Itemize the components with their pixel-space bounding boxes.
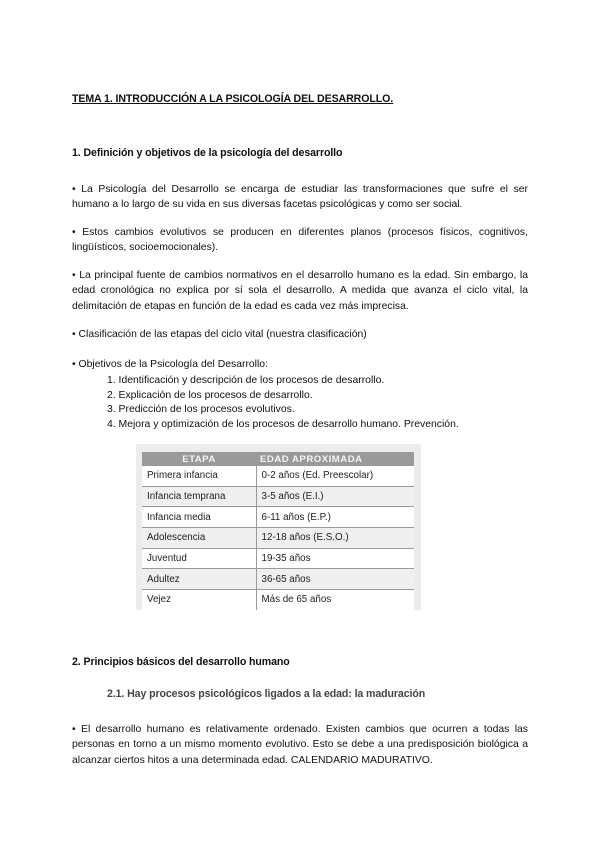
section-1-heading: 1. Definición y objetivos de la psicología del desarrollo xyxy=(72,147,343,159)
paragraph-classification: • Clasificación de las etapas del ciclo vital (nuestra clasificación) xyxy=(72,329,367,340)
table-row xyxy=(142,569,414,590)
table-row xyxy=(142,486,414,507)
table-header-age: EDAD APROXIMADA xyxy=(256,452,414,466)
table-cell-stage: Adolescencia xyxy=(142,528,256,549)
page-title: TEMA 1. INTRODUCCIÓN A LA PSICOLOGÍA DEL DESARROLLO. xyxy=(72,93,394,105)
table-row xyxy=(142,466,414,486)
section-2-1-subheading: 2.1. Hay procesos psicológicos ligados a la edad: la maduración xyxy=(107,688,426,700)
table-row xyxy=(142,507,414,528)
table-cell-age: 12-18 años (E.S.O.) xyxy=(256,528,414,549)
table-cell-age: 3-5 años (E.I.) xyxy=(256,486,414,507)
table-cell-stage: Adultez xyxy=(142,569,256,590)
table-cell-stage: Primera infancia xyxy=(142,466,256,486)
table-cell-age: Más de 65 años xyxy=(256,590,414,610)
table-cell-age: 19-35 años xyxy=(256,548,414,569)
objectives-list xyxy=(107,374,459,432)
list-item: 1. Identificación y descripción de los procesos de desarrollo. xyxy=(107,375,385,386)
paragraph-definition: • La Psicología del Desarrollo se encarga de estudiar las transformaciones que sufre el ser humano a lo largo de su vida en sus diversas facetas psicológicas y como ser social. xyxy=(72,184,528,211)
paragraph-maturation: • El desarrollo humano es relativamente ordenado. Existen cambios que ocurren a todas las personas en torno a un mismo momento evolutivo. Esto se debe a una predisposición biológica a alcanzar ciertos hitos a una determinada edad. CALENDARIO MADURATIVO. xyxy=(72,724,528,766)
section-2-heading: 2. Principios básicos del desarrollo humano xyxy=(72,656,290,668)
table-header-stage: ETAPA xyxy=(142,452,256,466)
table-row xyxy=(142,528,414,549)
list-item: 4. Mejora y optimización de los procesos de desarrollo humano. Prevención. xyxy=(107,418,459,430)
paragraph-planes: • Estos cambios evolutivos se producen en diferentes planos (procesos físicos, cognitivos, lingüísticos, socioemocionales). xyxy=(72,227,528,254)
life-stages-table xyxy=(142,452,414,610)
table-cell-age: 6-11 años (E.P.) xyxy=(256,507,414,528)
list-item: 3. Predicción de los procesos evolutivos. xyxy=(107,404,295,415)
table-cell-age: 36-65 años xyxy=(256,569,414,590)
table-row xyxy=(142,548,414,569)
paragraph-objectives-intro: • Objetivos de la Psicología del Desarrollo: xyxy=(72,359,268,370)
table-cell-stage: Infancia media xyxy=(142,507,256,528)
table-cell-age: 0-2 años (Ed. Preescolar) xyxy=(256,466,414,486)
table-row xyxy=(142,590,414,610)
life-stages-table-image xyxy=(136,444,421,610)
table-cell-stage: Vejez xyxy=(142,590,256,610)
table-cell-stage: Infancia temprana xyxy=(142,486,256,507)
table-cell-stage: Juventud xyxy=(142,548,256,569)
list-item: 2. Explicación de los procesos de desarrollo. xyxy=(107,389,313,401)
paragraph-age: • La principal fuente de cambios normativos en el desarrollo humano es la edad. Sin embargo, la edad cronológica no explica por sí sola el desarrollo. A medida que avanza el ciclo vital, la delimitación de etapas en función de la edad es cada vez más imprecisa. xyxy=(72,270,528,312)
